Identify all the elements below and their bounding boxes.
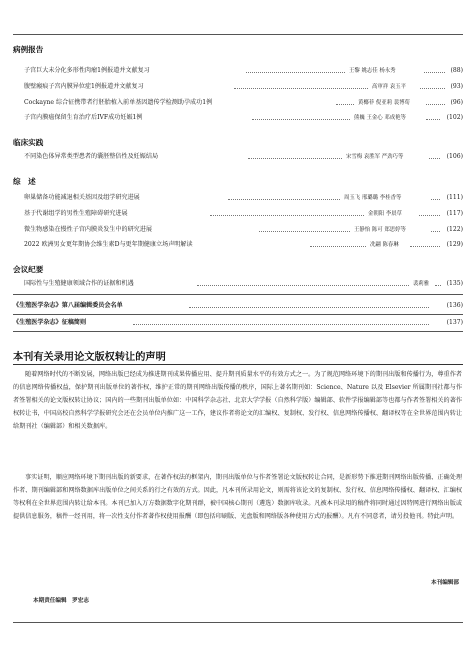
toc-entry-page: (88) [450,67,463,74]
toc-extra-page: (137) [446,319,463,326]
toc-entry-page: (122) [446,226,463,233]
toc-entry-page: (96) [450,99,463,106]
toc-entry-title: 不同染色体异常类型患者的囊胚整倍性及妊娠结局 [24,153,159,160]
toc-entry-authors: 黄椰菲 倪亚莉 裴博荀 [358,100,410,106]
declaration-signature: 本刊编辑部 [431,580,459,586]
toc-entry-title: Cockayne 综合征携带者行胚胎植入前单基因遗传学检测助孕成功1例 [24,99,213,106]
toc-entry-authors: 宋雪梅 袁胜军 严劲巧等 [346,154,404,160]
toc-extra-entry[interactable] [13,318,463,328]
toc-entry-authors: 冼翩 陈春琳 [370,242,399,248]
toc-entry[interactable] [24,193,463,203]
toc-entry-authors: 王静怡 陈可 郑思婷等 [354,227,406,233]
toc-entry-title: 子宫巨大未分化多形性肉瘤1例报道并文献复习 [24,67,150,74]
toc-entry-authors: 王黎 姚志佳 杨永秀 [349,68,396,74]
toc-entry-page: (135) [446,280,463,287]
bottom-rule [13,622,463,623]
toc-entry-title: 腹壁瘢痕子宫内膜异位症1例报道并文献复习 [24,83,144,90]
toc-entry[interactable] [24,66,463,76]
toc-entry-authors: 周玉飞 邢璐璐 李桂香等 [344,195,402,201]
declaration-paragraph-1: 随着网络时代的不断发展，网络出版已经成为推进期刊成果传播应用、提升期刊质量水平的有效方式之一。为了规范网络环境下的期刊出版和传播行为，尊重作者的信息网络传播权益，保护期刊出版单位的著作权，维护正常的期刊网络出版传播的秩序，国际上著名期刊如：Science、Nature 以及 Elsevier 所属期刊社都与作者签署相关的论文版权转让协议；国内的一些期刊出版单位如：中国科学杂志社、北京大学学报（自然科学版）编辑部、软件学报编辑部等也都与作者签署相关的著作权转让书，中国高校自然科学学报研究会还在会员单位内推广这一工作，建议作者将论文的汇编权、复制权、发行权、信息网络传播权、翻译权等在全世界范围内转让给期刊社（编辑部）和相关数据库。 [13,371,462,430]
toc-divider [13,331,463,332]
section-heading-case-reports: 病例报告 [13,45,44,54]
toc-entry-authors: 金朝阳 李晨草 [368,211,403,217]
toc-entry-authors: 高审祥 袁玉平 [372,84,407,90]
declaration-title: 本刊有关录用论文版权转让的声明 [13,352,166,363]
toc-entry[interactable] [24,98,463,108]
toc-entry[interactable] [24,209,463,219]
toc-entry-page: (111) [446,194,463,201]
toc-entry-title: 子宫内膜癌保留生育治疗后IVF成功妊娠1例 [24,114,143,121]
toc-entry[interactable] [24,279,463,289]
toc-entry-title: 2022 欧洲男女更年期协会维生素D与更年期健康立场声明解读 [24,241,193,248]
toc-entry-title: 卵巢储备功能减退相关基因及组学研究进展 [24,194,140,201]
toc-entry-page: (129) [446,241,463,248]
toc-extra-entry[interactable] [13,301,463,311]
toc-entry-title: 微生物感染在慢性子宫内膜炎发生中的研究进展 [24,226,152,233]
toc-entry-page: (117) [446,210,463,217]
section-heading-reviews: 综 述 [13,177,36,186]
declaration-rule [13,364,463,365]
toc-entry-authors: 裴莉雅 [413,281,430,287]
responsible-editor: 本期责任编辑 罗宏志 [33,598,89,604]
toc-extra-title: 《生殖医学杂志》第八届编辑委员会名单 [13,302,123,309]
toc-entry-title: 基于代谢组学的男性生殖障碍研究进展 [24,210,128,217]
toc-entry-page: (106) [446,153,463,160]
toc-entry-title: 国际性与生殖健康领域合作的证据和机遇 [24,280,134,287]
toc-divider [13,294,463,295]
toc-entry[interactable] [24,225,463,235]
section-heading-meeting-minutes: 会议纪要 [13,265,44,274]
top-rule [13,34,463,35]
toc-entry[interactable] [24,240,463,250]
toc-entry-authors: 熊巍 王金心 邓成艳等 [354,115,406,121]
section-heading-clinical-practice: 临床实践 [13,138,44,147]
toc-entry[interactable] [24,152,463,162]
declaration-paragraph-2: 事实证明，顺应网络环境下期刊出版的新要求，在著作权法的框架内，期刊出版单位与作者签署论文版权转让合同，是新形势下推进期刊网络出版传播、正确处理作者、期刊编辑部和网络数据库出版单位之间关系的行之有效的方式。因此，凡本刊所录用论文，则需将该论文的复制权、发行权、信息网络传播权、翻译权、汇编权等权利在全世界范围内转让给本刊。本刊已加入万方数据数字化期刊群，被中国核心期刊（遴选）数据库收录。凡被本刊录用的稿件将同时通过因特网进行网络出版或提供信息服务，稿件一经刊用，将一次性支付作者著作权使用报酬（即包括印刷版、光盘版和网络版各种使用方式的报酬）。凡有不同意者，请另投他刊。特此声明。 [13,474,462,520]
toc-divider [13,314,463,315]
toc-entry[interactable] [24,113,463,123]
toc-entry[interactable] [24,82,463,92]
toc-entry-page: (93) [450,83,463,90]
toc-extra-page: (136) [446,302,463,309]
toc-extra-title: 《生殖医学杂志》征稿简则 [13,319,87,326]
toc-entry-page: (102) [446,114,463,121]
